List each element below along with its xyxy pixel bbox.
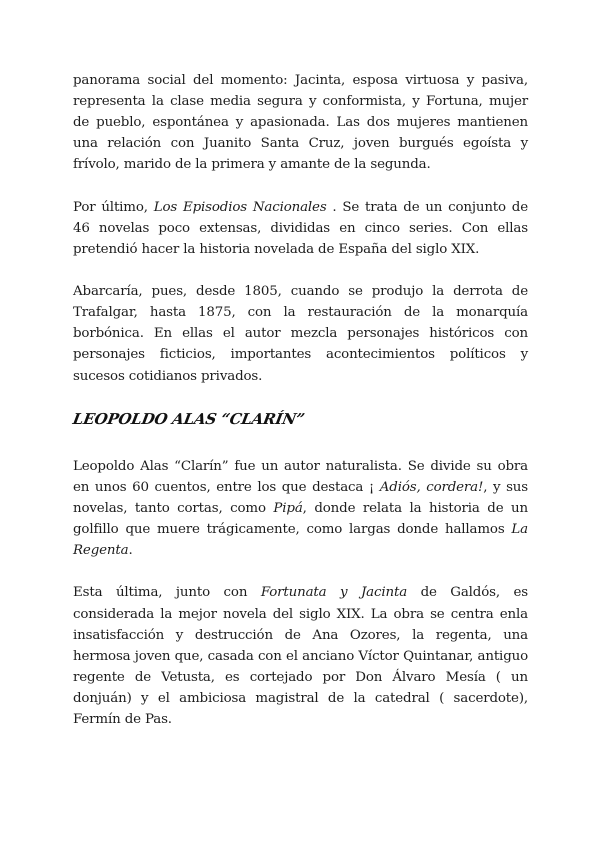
italic-title: Pipá — [273, 500, 303, 516]
text-segment: , y sus novelas, tanto cortas, como — [73, 479, 528, 516]
text-segment: . Se trata de un conjunto de 46 novelas poco extensas, divididas en cinco series. Con ellas pretendió hacer la historia novelada de España del siglo XIX. — [73, 199, 529, 257]
paragraph-episodios-range: Abarcaría, pues, desde 1805, cuando se produjo la derrota de Trafalgar, hasta 1875, con la restauración de la monarquía borbónica. En ellas el autor mezcla personajes históricos con personajes ficticios, importantes acontecimientos políticos y sucesos cotidianos privados. — [73, 284, 528, 384]
text-segment: Por último, — [73, 199, 154, 215]
paragraph-fortunata-summary: panorama social del momento: Jacinta, esposa virtuosa y pasiva, representa la clase media segura y conformista, y Fortuna, mujer de pueblo, espontánea y apasionada. Las dos mujeres mantienen una relación con Juanito Santa Cruz, joven burgués egoísta y frívolo, marido de la primera y amante de la segunda. — [73, 73, 528, 173]
italic-title: Fortunata y Jacinta — [260, 585, 408, 601]
paragraph-la-regenta — [73, 582, 528, 730]
section-heading: LEOPOLDO ALAS “CLARÍN” — [71, 409, 306, 428]
italic-title: Adiós, cordera! — [379, 479, 484, 495]
document-page — [73, 70, 528, 751]
paragraph-clarin-intro — [73, 456, 528, 561]
text-segment: . — [128, 543, 133, 559]
text-segment: de Galdós, es considerada la mejor novela del siglo XIX. La obra se centra enla insatisfacción y destrucción de Ana Ozores, la regenta, una hermosa joven que, casada con el anciano Víctor Quintanar, antiguo regente de Vetusta, es cortejado por Don Álvaro Mesía ( un donjuán) y el ambiciosa magistral de la catedral ( sacerdote), Fermín de Pas. — [73, 585, 528, 727]
text-segment: Esta última, junto con — [73, 585, 261, 601]
italic-title: La Regenta — [73, 522, 528, 559]
text-segment: , donde relata la historia de un golfillo que muere trágicamente, como largas donde hallamos — [73, 500, 528, 538]
paragraph-episodios-nacionales — [73, 197, 528, 260]
text-segment: Leopoldo Alas “Clarín” fue un autor naturalista. Se divide su obra en unos 60 cuentos, entre los que destaca ¡ — [73, 458, 528, 495]
section-heading-wrapper — [73, 408, 528, 432]
italic-title: Los Episodios Nacionales — [153, 199, 327, 215]
